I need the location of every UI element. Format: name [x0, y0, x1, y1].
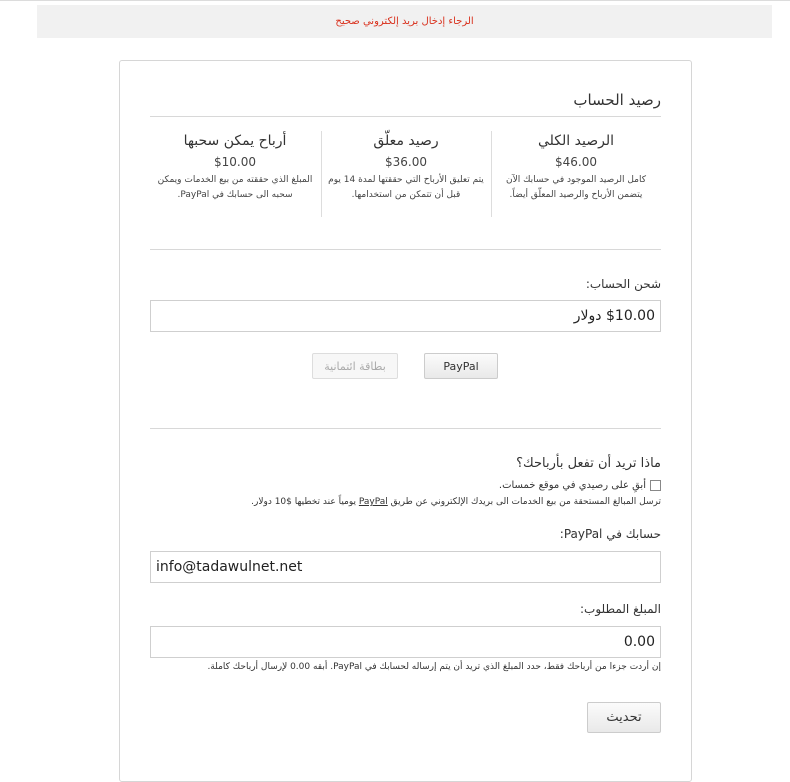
total-balance-column	[491, 133, 661, 203]
paypal-button[interactable]: PayPal	[424, 353, 498, 379]
withdrawable-desc: المبلغ الذي حققته من بيع الخدمات ويمكن سحبه الى حسابك في PayPal.	[157, 175, 313, 200]
requested-amount-value: 0.00	[623, 634, 655, 650]
paypal-link[interactable]: PayPal	[358, 497, 388, 507]
earnings-question: ماذا تريد أن تفعل بأرباحك؟	[516, 456, 661, 471]
divider	[150, 428, 661, 429]
requested-amount-label: المبلغ المطلوب:	[579, 602, 661, 616]
pending-balance-desc: يتم تعليق الأرباح التي حققتها لمدة 14 يوم قبل أن تتمكن من استخدامها.	[328, 175, 484, 200]
pending-balance-amount: $36.00	[385, 155, 427, 169]
error-alert	[37, 5, 772, 38]
column-separator	[491, 131, 492, 217]
pending-balance-column	[321, 133, 491, 203]
paypal-email-input[interactable]	[150, 551, 661, 583]
charge-amount-input[interactable]	[150, 300, 661, 332]
keep-balance-label: أبقِ على رصيدي في موقع خمسات.	[498, 480, 646, 491]
pending-balance-heading: رصيد معلّق	[373, 133, 439, 149]
account-balance-panel	[119, 60, 692, 782]
paypal-email-value: info@tadawulnet.net	[156, 559, 303, 575]
withdrawable-column	[150, 133, 320, 203]
requested-amount-input[interactable]	[150, 626, 661, 658]
column-separator	[321, 131, 322, 217]
charge-amount-value: $10.00 دولار	[573, 308, 655, 324]
keep-balance-checkbox[interactable]	[650, 480, 661, 491]
requested-amount-hint: إن أردت جزءا من أرباحك فقط، حدد المبلغ الذي تريد أن يتم إرساله لحسابك في PayPal. أبقه 0.00 لإرسال أرباحك كاملة.	[207, 662, 661, 672]
divider	[150, 249, 661, 250]
paypal-account-label: حسابك في PayPal:	[559, 527, 661, 541]
total-balance-desc: كامل الرصيد الموجود في حسابك الآن يتضمن الأرباح والرصيد المعلّق أيضاً.	[505, 175, 647, 200]
page-title: رصيد الحساب	[573, 91, 661, 109]
keep-balance-row	[499, 480, 661, 491]
earnings-note-start: ترسل المبالغ المستحقة من بيع الخدمات الى بريدك الإلكتروني عن طريق	[387, 497, 661, 507]
error-message: الرجاء إدخال بريد إلكتروني صحيح	[335, 16, 474, 27]
total-balance-heading: الرصيد الكلي	[538, 133, 614, 149]
earnings-note	[251, 497, 661, 507]
charge-label: شحن الحساب:	[585, 277, 661, 291]
earnings-note-end: يومياً عند تخطيها $10 دولار.	[251, 497, 359, 507]
credit-card-button[interactable]: بطاقة ائتمانية	[312, 353, 398, 379]
withdrawable-heading: أرباح يمكن سحبها	[183, 133, 287, 149]
withdrawable-amount: $10.00	[214, 155, 256, 169]
update-button[interactable]: تحديث	[587, 702, 661, 733]
total-balance-amount: $46.00	[555, 155, 597, 169]
divider	[150, 116, 661, 117]
